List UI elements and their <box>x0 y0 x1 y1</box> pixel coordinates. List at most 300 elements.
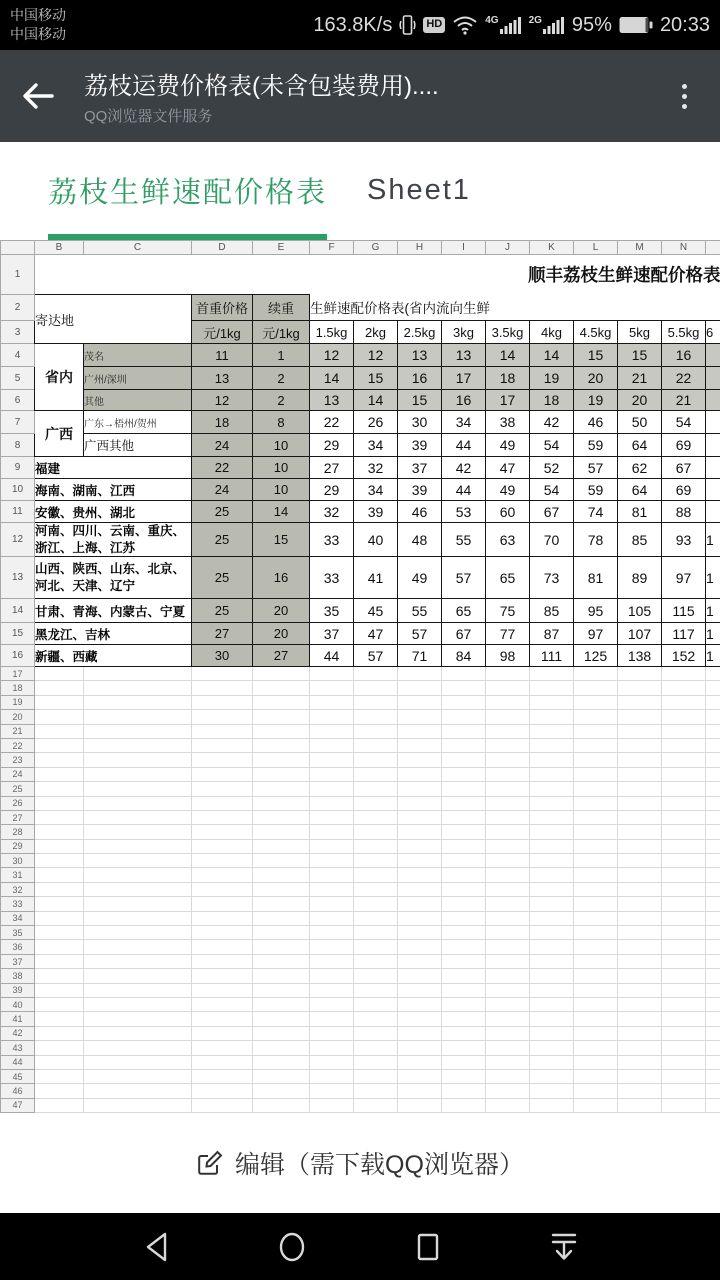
cell-K12: 70 <box>530 523 574 557</box>
cell-empty <box>253 940 310 954</box>
cell-empty <box>530 1041 574 1055</box>
cell-empty <box>398 1026 442 1040</box>
cell-K11: 67 <box>530 501 574 523</box>
cell-empty <box>84 868 192 882</box>
column-header-F: F <box>310 241 354 255</box>
cell-empty <box>192 738 253 752</box>
cell-empty <box>354 710 398 724</box>
cell-empty <box>442 825 486 839</box>
cell-empty <box>84 882 192 896</box>
cell-L12: 78 <box>574 523 618 557</box>
cell-empty <box>310 911 354 925</box>
cell-empty <box>398 710 442 724</box>
edit-button[interactable] <box>196 1145 524 1181</box>
cell-J15: 77 <box>486 623 530 645</box>
cell-empty <box>442 1098 486 1112</box>
cell-empty <box>662 1026 706 1040</box>
cell-L14: 95 <box>574 599 618 623</box>
cell-J7: 38 <box>486 411 530 434</box>
cell-L6: 19 <box>574 390 618 411</box>
cell-weight: 2kg <box>354 321 398 344</box>
cell-empty <box>253 1069 310 1083</box>
cell-empty <box>253 868 310 882</box>
cell-empty <box>84 1012 192 1026</box>
cell-empty <box>35 667 84 681</box>
cell-empty <box>574 753 618 767</box>
cell-empty <box>530 710 574 724</box>
cell-H6: 15 <box>398 390 442 411</box>
cell-empty <box>618 1084 662 1098</box>
cell-F13: 33 <box>310 557 354 599</box>
cell-dest: 寄达地 <box>35 295 192 344</box>
cell-empty <box>442 1084 486 1098</box>
cell-empty <box>253 724 310 738</box>
cell-empty <box>574 897 618 911</box>
cell-empty <box>486 1012 530 1026</box>
cell-empty <box>84 1055 192 1069</box>
cell-weight: 4kg <box>530 321 574 344</box>
cell-empty <box>486 839 530 853</box>
cell-empty <box>618 825 662 839</box>
cell-empty <box>706 868 720 882</box>
row-header-10: 10 <box>1 479 35 501</box>
cell-empty <box>530 997 574 1011</box>
cell-group-B7: 广西 <box>35 411 84 457</box>
cell-empty <box>354 810 398 824</box>
signal-bars-sim2 <box>529 15 565 35</box>
cell-empty <box>706 681 720 695</box>
cell-empty <box>192 882 253 896</box>
cell-empty <box>530 868 574 882</box>
cell-N9: 67 <box>662 457 706 479</box>
cell-empty <box>530 839 574 853</box>
cell-M16: 138 <box>618 645 662 667</box>
row-header-6: 6 <box>1 390 35 411</box>
cell-empty <box>398 1055 442 1069</box>
cell-empty <box>253 969 310 983</box>
cell-L8: 59 <box>574 434 618 457</box>
cell-empty <box>706 1069 720 1083</box>
nav-back-button[interactable] <box>139 1230 173 1264</box>
cell-K14: 85 <box>530 599 574 623</box>
cell-J6: 17 <box>486 390 530 411</box>
sheet-tab-bar <box>0 142 720 240</box>
battery-icon <box>619 16 653 34</box>
cell-empty <box>618 839 662 853</box>
cell-empty <box>618 969 662 983</box>
cell-empty <box>310 695 354 709</box>
cell-O6-clipped <box>706 390 720 411</box>
cell-F5: 14 <box>310 367 354 390</box>
cell-empty <box>310 926 354 940</box>
cell-E14: 20 <box>253 599 310 623</box>
cell-empty <box>192 810 253 824</box>
cell-empty <box>618 911 662 925</box>
document-header <box>84 66 666 126</box>
cell-empty <box>398 738 442 752</box>
sheet-title-cell: 顺丰荔枝生鲜速配价格表 <box>35 255 720 295</box>
cell-empty <box>192 667 253 681</box>
cell-empty <box>35 882 84 896</box>
cell-empty <box>354 882 398 896</box>
cell-empty <box>84 738 192 752</box>
cell-empty <box>442 753 486 767</box>
cell-empty <box>618 710 662 724</box>
spreadsheet-grid[interactable] <box>0 240 720 1113</box>
cell-E13: 16 <box>253 557 310 599</box>
cell-empty <box>84 810 192 824</box>
cell-empty <box>310 868 354 882</box>
cell-empty <box>35 1069 84 1083</box>
cell-empty <box>442 1012 486 1026</box>
cell-empty <box>442 1041 486 1055</box>
cell-empty <box>662 767 706 781</box>
cell-N14: 115 <box>662 599 706 623</box>
cell-M13: 89 <box>618 557 662 599</box>
edit-pencil-icon <box>196 1150 223 1177</box>
cell-F4: 12 <box>310 344 354 367</box>
cell-empty <box>574 810 618 824</box>
cell-empty <box>618 1098 662 1112</box>
cell-D4: 11 <box>192 344 253 367</box>
nav-hide-button[interactable] <box>547 1230 581 1264</box>
cell-cont-weight-hdr: 续重 <box>253 295 310 321</box>
cell-L9: 57 <box>574 457 618 479</box>
column-header-B: B <box>35 241 84 255</box>
cell-empty <box>618 997 662 1011</box>
cell-C5: 广州/深圳 <box>84 367 192 390</box>
cell-L11: 74 <box>574 501 618 523</box>
cell-empty <box>354 681 398 695</box>
row-header-9: 9 <box>1 457 35 479</box>
cell-empty <box>618 1055 662 1069</box>
cell-empty <box>486 738 530 752</box>
cell-empty <box>662 1098 706 1112</box>
row-header-47: 47 <box>1 1098 35 1112</box>
cell-I16: 84 <box>442 645 486 667</box>
cell-weight: 2.5kg <box>398 321 442 344</box>
cell-empty <box>192 710 253 724</box>
cell-empty <box>662 839 706 853</box>
cell-G6: 14 <box>354 390 398 411</box>
cell-empty <box>442 897 486 911</box>
cell-empty <box>486 667 530 681</box>
cell-empty <box>530 681 574 695</box>
row-header-35: 35 <box>1 926 35 940</box>
cell-empty <box>530 724 574 738</box>
row-header-16: 16 <box>1 645 35 667</box>
cell-empty <box>35 839 84 853</box>
cell-empty <box>398 1084 442 1098</box>
cell-J14: 75 <box>486 599 530 623</box>
cell-empty <box>398 681 442 695</box>
cell-H10: 39 <box>398 479 442 501</box>
cell-empty <box>574 983 618 997</box>
nav-recents-button[interactable] <box>411 1230 445 1264</box>
cell-J9: 47 <box>486 457 530 479</box>
cell-E10: 10 <box>253 479 310 501</box>
cell-empty <box>253 1041 310 1055</box>
row-header-1: 1 <box>1 255 35 295</box>
cell-I7: 34 <box>442 411 486 434</box>
row-header-18: 18 <box>1 681 35 695</box>
cell-empty <box>398 983 442 997</box>
cell-empty <box>253 897 310 911</box>
cell-empty <box>354 1012 398 1026</box>
cell-empty <box>662 983 706 997</box>
cell-empty <box>192 911 253 925</box>
cell-empty <box>706 825 720 839</box>
cell-empty <box>662 738 706 752</box>
cell-G7: 26 <box>354 411 398 434</box>
back-button[interactable] <box>18 76 58 116</box>
cell-empty <box>574 940 618 954</box>
cell-empty <box>530 926 574 940</box>
row-header-33: 33 <box>1 897 35 911</box>
cell-empty <box>618 782 662 796</box>
cell-empty <box>486 681 530 695</box>
cell-empty <box>310 681 354 695</box>
row-header-8: 8 <box>1 434 35 457</box>
cell-empty <box>442 983 486 997</box>
cell-empty <box>192 1069 253 1083</box>
column-header-clipped <box>706 241 720 255</box>
cell-J11: 60 <box>486 501 530 523</box>
cell-empty <box>662 1084 706 1098</box>
cell-empty <box>574 695 618 709</box>
cell-empty <box>442 724 486 738</box>
cell-empty <box>618 882 662 896</box>
cell-G12: 40 <box>354 523 398 557</box>
cell-empty <box>530 1055 574 1069</box>
cell-empty <box>442 868 486 882</box>
back-triangle-icon <box>141 1231 171 1263</box>
cell-empty <box>442 969 486 983</box>
cell-G8: 34 <box>354 434 398 457</box>
cell-empty <box>35 782 84 796</box>
cell-K8: 54 <box>530 434 574 457</box>
cell-empty <box>35 738 84 752</box>
cell-empty <box>354 738 398 752</box>
row-header-19: 19 <box>1 695 35 709</box>
status-clock: 20:33 <box>659 13 710 36</box>
cell-empty <box>84 969 192 983</box>
cell-empty <box>398 997 442 1011</box>
cell-empty <box>84 911 192 925</box>
cell-empty <box>662 810 706 824</box>
cell-empty <box>310 710 354 724</box>
cell-empty <box>574 1041 618 1055</box>
cell-empty <box>310 839 354 853</box>
cell-empty <box>442 1026 486 1040</box>
cell-empty <box>84 1069 192 1083</box>
row-header-11: 11 <box>1 501 35 523</box>
tab-sheet1[interactable] <box>367 142 471 240</box>
cell-H9: 37 <box>398 457 442 479</box>
cell-empty <box>310 1055 354 1069</box>
cell-B10: 海南、湖南、江西 <box>35 479 192 501</box>
nav-home-button[interactable] <box>275 1230 309 1264</box>
cell-empty <box>35 1041 84 1055</box>
cell-empty <box>84 710 192 724</box>
cell-empty <box>253 738 310 752</box>
cell-empty <box>354 1069 398 1083</box>
cell-empty <box>84 1084 192 1098</box>
cell-empty <box>486 710 530 724</box>
cell-empty <box>574 854 618 868</box>
cell-empty <box>35 969 84 983</box>
cell-empty <box>84 667 192 681</box>
cell-I10: 44 <box>442 479 486 501</box>
cell-empty <box>354 940 398 954</box>
row-header-38: 38 <box>1 969 35 983</box>
row-header-17: 17 <box>1 667 35 681</box>
cell-weight: 5.5kg <box>662 321 706 344</box>
cell-empty <box>574 782 618 796</box>
cell-empty <box>84 926 192 940</box>
row-header-12: 12 <box>1 523 35 557</box>
cell-D11: 25 <box>192 501 253 523</box>
cell-empty <box>706 1041 720 1055</box>
cell-empty <box>398 1041 442 1055</box>
row-header-42: 42 <box>1 1026 35 1040</box>
cell-empty <box>398 926 442 940</box>
cell-empty <box>706 1012 720 1026</box>
cell-empty <box>618 810 662 824</box>
cell-empty <box>618 897 662 911</box>
cell-weight: 3kg <box>442 321 486 344</box>
status-bar <box>0 0 720 50</box>
cell-empty <box>310 897 354 911</box>
cell-empty <box>35 825 84 839</box>
cell-M5: 21 <box>618 367 662 390</box>
cell-empty <box>354 1098 398 1112</box>
cell-D5: 13 <box>192 367 253 390</box>
cell-empty <box>35 954 84 968</box>
cell-empty <box>310 1012 354 1026</box>
cell-empty <box>574 710 618 724</box>
cell-group-B4: 省内 <box>35 344 84 411</box>
cell-empty <box>253 753 310 767</box>
cell-empty <box>84 1026 192 1040</box>
cell-M7: 50 <box>618 411 662 434</box>
cell-empty <box>253 1055 310 1069</box>
row-header-43: 43 <box>1 1041 35 1055</box>
cell-empty <box>618 868 662 882</box>
tab-price-sheet[interactable] <box>48 142 327 240</box>
cell-empty <box>486 1026 530 1040</box>
cell-empty <box>442 1069 486 1083</box>
cell-empty <box>442 681 486 695</box>
network-type-sim2: 2G <box>528 15 542 26</box>
cell-empty <box>574 681 618 695</box>
cell-empty <box>354 724 398 738</box>
row-header-26: 26 <box>1 796 35 810</box>
cell-first-weight-hdr: 首重价格 <box>192 295 253 321</box>
cell-D15: 27 <box>192 623 253 645</box>
cell-empty <box>253 911 310 925</box>
cell-weight: 4.5kg <box>574 321 618 344</box>
cell-empty <box>310 983 354 997</box>
cell-G5: 15 <box>354 367 398 390</box>
cell-empty <box>253 710 310 724</box>
cell-I14: 65 <box>442 599 486 623</box>
cell-N13: 97 <box>662 557 706 599</box>
cell-empty <box>253 782 310 796</box>
cell-empty <box>253 825 310 839</box>
cell-empty <box>574 667 618 681</box>
more-menu-button[interactable] <box>666 74 702 118</box>
cell-weight: 3.5kg <box>486 321 530 344</box>
cell-empty <box>310 796 354 810</box>
cell-F6: 13 <box>310 390 354 411</box>
cell-empty <box>253 767 310 781</box>
cell-empty <box>253 854 310 868</box>
cell-empty <box>354 1055 398 1069</box>
cell-empty <box>706 997 720 1011</box>
hide-navbar-icon <box>547 1231 581 1263</box>
cell-empty <box>192 782 253 796</box>
row-header-20: 20 <box>1 710 35 724</box>
column-header-N: N <box>662 241 706 255</box>
column-header-L: L <box>574 241 618 255</box>
cell-empty <box>486 1055 530 1069</box>
cell-empty <box>192 854 253 868</box>
cell-empty <box>354 954 398 968</box>
cell-empty <box>618 753 662 767</box>
carrier-label-sim1: 中国移动 <box>10 7 66 24</box>
cell-weight-clipped: 6 <box>706 321 720 344</box>
cell-empty <box>486 997 530 1011</box>
cell-empty <box>310 782 354 796</box>
cell-F14: 35 <box>310 599 354 623</box>
cell-empty <box>486 695 530 709</box>
cell-empty <box>706 1084 720 1098</box>
column-header-J: J <box>486 241 530 255</box>
row-header-25: 25 <box>1 782 35 796</box>
vibrate-icon <box>399 13 416 37</box>
cell-L4: 15 <box>574 344 618 367</box>
cell-empty <box>574 997 618 1011</box>
cell-empty <box>486 1084 530 1098</box>
cell-I13: 57 <box>442 557 486 599</box>
cell-O9-clipped <box>706 457 720 479</box>
row-header-7: 7 <box>1 411 35 434</box>
cell-empty <box>574 724 618 738</box>
cell-empty <box>398 954 442 968</box>
cell-empty <box>354 969 398 983</box>
row-header-28: 28 <box>1 825 35 839</box>
cell-F8: 29 <box>310 434 354 457</box>
cell-empty <box>574 1012 618 1026</box>
cell-empty <box>253 926 310 940</box>
row-header-34: 34 <box>1 911 35 925</box>
back-arrow-icon <box>21 81 55 111</box>
cell-H4: 13 <box>398 344 442 367</box>
cell-empty <box>84 839 192 853</box>
cell-empty <box>662 825 706 839</box>
cell-empty <box>253 997 310 1011</box>
row-header-31: 31 <box>1 868 35 882</box>
cell-empty <box>398 969 442 983</box>
grid-corner <box>1 241 35 255</box>
cell-empty <box>618 738 662 752</box>
cell-empty <box>530 1084 574 1098</box>
edit-label: 编辑（需下载QQ浏览器） <box>235 1151 524 1180</box>
cell-N10: 69 <box>662 479 706 501</box>
cell-empty <box>442 839 486 853</box>
cell-empty <box>84 854 192 868</box>
